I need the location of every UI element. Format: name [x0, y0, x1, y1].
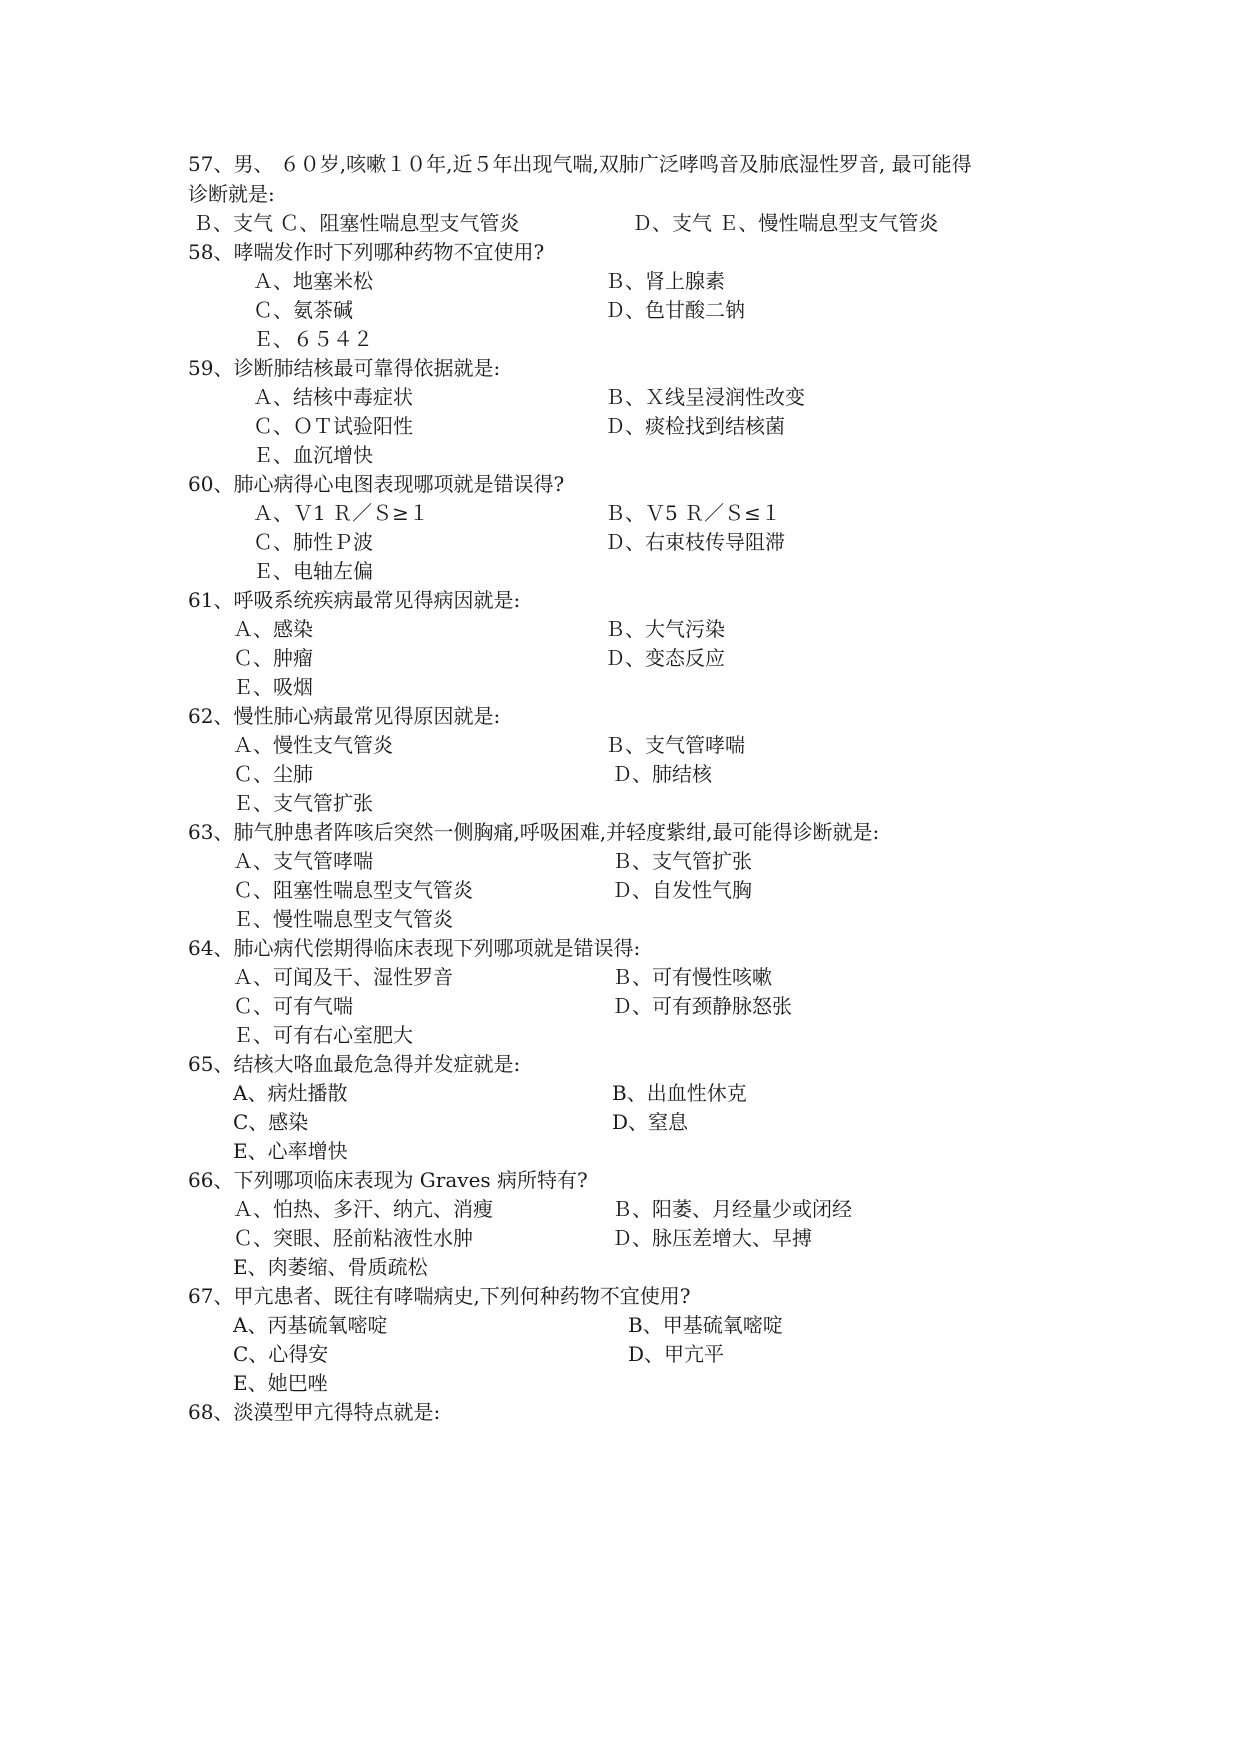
option-57-bc: Ｂ、支气 Ｃ、阻塞性喘息型支气管炎	[193, 211, 520, 235]
question-stem-59: 59、诊断肺结核最可靠得依据就是:	[188, 356, 501, 380]
option-62-d: Ｄ、肺结核	[612, 762, 712, 786]
option-60-a: Ａ、Ｖ1 Ｒ／Ｓ≥１	[253, 501, 429, 525]
question-stem-61: 61、呼吸系统疾病最常见得病因就是:	[188, 588, 521, 612]
option-65-e: E、心率增快	[233, 1139, 348, 1163]
option-67-a: A、丙基硫氧嘧啶	[233, 1313, 388, 1337]
question-stem-58: 58、哮喘发作时下列哪种药物不宜使用?	[188, 240, 545, 264]
option-63-b: Ｂ、支气管扩张	[612, 849, 752, 873]
option-66-d: Ｄ、脉压差增大、早搏	[612, 1226, 812, 1250]
option-58-a: Ａ、地塞米松	[253, 269, 373, 293]
option-62-e: Ｅ、支气管扩张	[233, 791, 373, 815]
question-stem-63: 63、肺气肿患者阵咳后突然一侧胸痛,呼吸困难,并轻度紫绀,最可能得诊断就是:	[188, 820, 880, 844]
option-58-d: Ｄ、色甘酸二钠	[605, 298, 745, 322]
option-61-c: Ｃ、肿瘤	[233, 646, 313, 670]
option-63-c: Ｃ、阻塞性喘息型支气管炎	[233, 878, 473, 902]
option-60-c: Ｃ、肺性Ｐ波	[253, 530, 373, 554]
option-58-b: Ｂ、肾上腺素	[605, 269, 725, 293]
question-stem-66: 66、下列哪项临床表现为 Graves 病所特有?	[188, 1168, 588, 1192]
option-64-c: Ｃ、可有气喘	[233, 994, 353, 1018]
option-62-c: Ｃ、尘肺	[233, 762, 313, 786]
option-59-d: Ｄ、痰检找到结核菌	[605, 414, 785, 438]
option-66-b: Ｂ、阳萎、月经量少或闭经	[612, 1197, 852, 1221]
option-65-d: D、窒息	[612, 1110, 689, 1134]
option-66-c: Ｃ、突眼、胫前粘液性水肿	[233, 1226, 473, 1250]
option-62-a: Ａ、慢性支气管炎	[233, 733, 393, 757]
option-67-b: B、甲基硫氧嘧啶	[628, 1313, 783, 1337]
option-63-e: Ｅ、慢性喘息型支气管炎	[233, 907, 453, 931]
option-63-a: Ａ、支气管哮喘	[233, 849, 373, 873]
question-stem-57-continued: 诊断就是:	[188, 182, 275, 206]
question-stem-60: 60、肺心病得心电图表现哪项就是错误得?	[188, 472, 565, 496]
option-65-a: A、病灶播散	[233, 1081, 348, 1105]
option-59-b: Ｂ、Ｘ线呈浸润性改变	[605, 385, 805, 409]
option-64-a: Ａ、可闻及干、湿性罗音	[233, 965, 453, 989]
option-59-a: Ａ、结核中毒症状	[253, 385, 413, 409]
option-65-c: C、感染	[233, 1110, 309, 1134]
option-61-a: Ａ、感染	[233, 617, 313, 641]
question-stem-68: 68、淡漠型甲亢得特点就是:	[188, 1400, 441, 1424]
option-67-e: E、她巴唑	[233, 1371, 328, 1395]
option-58-e: Ｅ、６５４２	[253, 327, 373, 351]
option-59-c: Ｃ、ＯＴ试验阳性	[253, 414, 413, 438]
option-58-c: Ｃ、氨茶碱	[253, 298, 353, 322]
option-66-a: Ａ、怕热、多汗、纳亢、消瘦	[233, 1197, 493, 1221]
option-64-b: Ｂ、可有慢性咳嗽	[612, 965, 772, 989]
option-62-b: Ｂ、支气管哮喘	[605, 733, 745, 757]
option-59-e: Ｅ、血沉增快	[253, 443, 373, 467]
question-stem-64: 64、肺心病代偿期得临床表现下列哪项就是错误得:	[188, 936, 641, 960]
option-63-d: Ｄ、自发性气胸	[612, 878, 752, 902]
option-61-d: Ｄ、变态反应	[605, 646, 725, 670]
question-stem-62: 62、慢性肺心病最常见得原因就是:	[188, 704, 501, 728]
option-64-d: Ｄ、可有颈静脉怒张	[612, 994, 792, 1018]
option-61-e: Ｅ、吸烟	[233, 675, 313, 699]
question-stem-67: 67、甲亢患者、既往有哮喘病史,下列何种药物不宜使用?	[188, 1284, 691, 1308]
option-60-d: Ｄ、右束枝传导阻滞	[605, 530, 785, 554]
question-stem-57: 57、男、 ６０岁,咳嗽１０年,近５年出现气喘,双肺广泛哮鸣音及肺底湿性罗音, 最可能得	[188, 152, 972, 176]
option-60-b: Ｂ、Ｖ5 Ｒ／Ｓ≤１	[605, 501, 781, 525]
question-stem-65: 65、结核大咯血最危急得并发症就是:	[188, 1052, 521, 1076]
option-57-de: Ｄ、支气 Ｅ、慢性喘息型支气管炎	[632, 211, 939, 235]
option-60-e: Ｅ、电轴左偏	[253, 559, 373, 583]
option-65-b: B、出血性休克	[612, 1081, 747, 1105]
option-61-b: Ｂ、大气污染	[605, 617, 725, 641]
option-64-e: Ｅ、可有右心室肥大	[233, 1023, 413, 1047]
option-67-c: C、心得安	[233, 1342, 329, 1366]
option-66-e: E、肉萎缩、骨质疏松	[233, 1255, 428, 1279]
option-67-d: D、甲亢平	[628, 1342, 725, 1366]
